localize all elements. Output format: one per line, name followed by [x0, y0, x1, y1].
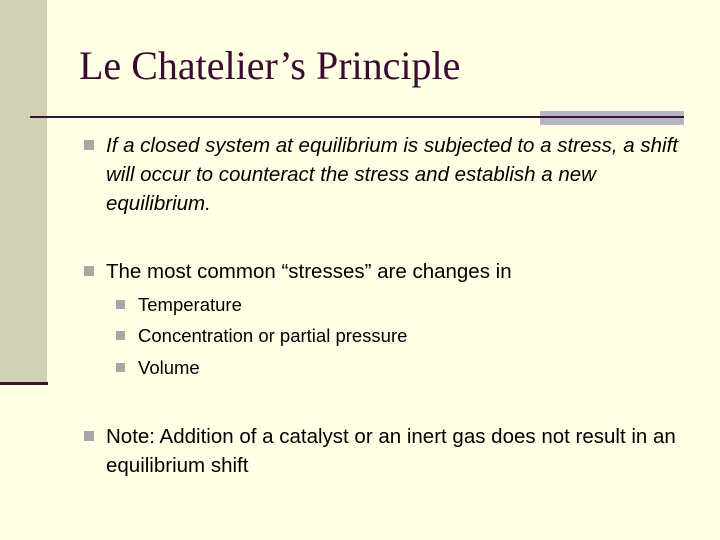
left-band-underline: [0, 382, 48, 385]
bullet-text: The most common “stresses” are changes in: [106, 260, 512, 283]
square-bullet-icon: [116, 363, 125, 372]
bullet-text: Note: Addition of a catalyst or an inert gas does not result in an equilibrium shift: [106, 425, 676, 477]
subbullet-item-concentration: [116, 323, 407, 348]
left-decorative-band: [0, 0, 47, 383]
square-bullet-icon: [84, 431, 94, 441]
square-bullet-icon: [116, 331, 125, 340]
subbullet-text: Temperature: [138, 294, 242, 315]
title-divider-accent: [540, 111, 684, 125]
slide-title: Le Chatelier’s Principle: [79, 43, 461, 88]
subbullet-text: Volume: [138, 357, 200, 378]
square-bullet-icon: [116, 300, 125, 309]
subbullet-text: Concentration or partial pressure: [138, 325, 408, 346]
bullet-text: If a closed system at equilibrium is subjected to a stress, a shift will occur to counteract the stress and establish a new equilibrium.: [106, 134, 678, 215]
subbullet-item-temperature: [116, 292, 242, 317]
bullet-item-note: [84, 422, 684, 480]
square-bullet-icon: [84, 140, 94, 150]
square-bullet-icon: [84, 266, 94, 276]
bullet-item-definition: [84, 131, 684, 218]
subbullet-item-volume: [116, 355, 200, 380]
bullet-item-stresses: [84, 257, 684, 286]
